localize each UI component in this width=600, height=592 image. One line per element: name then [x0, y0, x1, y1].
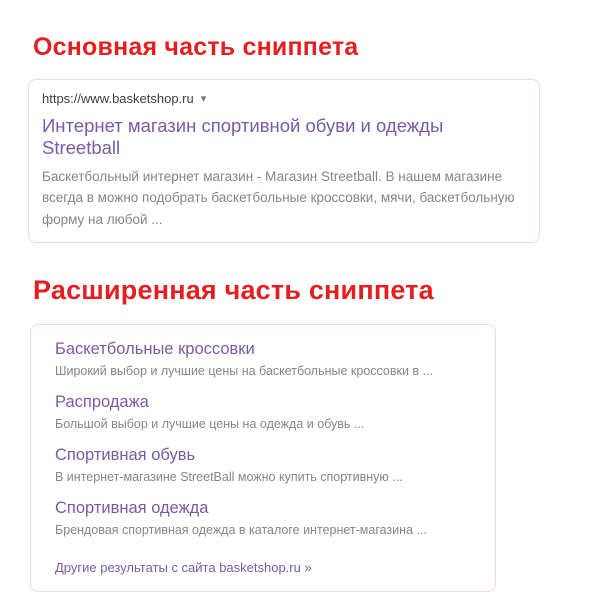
result-title-link[interactable]: Интернет магазин спортивной обуви и одежды Streetball [42, 115, 444, 158]
result-url[interactable] [42, 91, 206, 106]
extended-snippet-heading: Расширенная часть сниппета [33, 274, 434, 305]
main-snippet-heading: Основная часть сниппета [33, 33, 359, 61]
sitelink-description: В интернет-магазине StreetBall можно купить спортивную ... [55, 469, 403, 484]
sitelink-item [55, 446, 475, 484]
sitelink-description: Большой выбор и лучшие цены на одежда и обувь ... [55, 416, 365, 431]
more-results-link[interactable]: Другие результаты с сайта basketshop.ru » [55, 559, 312, 575]
result-description: Баскетбольный интернет магазин - Магазин Streetball. В нашем магазине всегда в можно подобрать баскетбольные кроссовки, мячи, баскетбольную форму на любой ... [42, 169, 515, 227]
sitelink-item [55, 499, 475, 537]
sitelink-item [55, 340, 475, 378]
sitelink-description: Широкий выбор и лучшие цены на баскетбольные кроссовки в ... [55, 363, 433, 378]
extended-snippet-card [30, 324, 496, 592]
sitelink-item [55, 393, 475, 431]
result-url-text: https://www.basketshop.ru [42, 91, 194, 106]
main-snippet-card [28, 79, 540, 243]
sitelink-title[interactable]: Баскетбольные кроссовки [55, 339, 255, 358]
sitelink-title[interactable]: Спортивная обувь [55, 445, 196, 464]
sitelink-title[interactable]: Спортивная одежда [55, 498, 209, 517]
chevron-down-icon[interactable]: ▾ [200, 93, 207, 105]
sitelink-description: Брендовая спортивная одежда в каталоге интернет-магазина ... [55, 522, 427, 537]
sitelink-title[interactable]: Распродажа [55, 392, 149, 411]
